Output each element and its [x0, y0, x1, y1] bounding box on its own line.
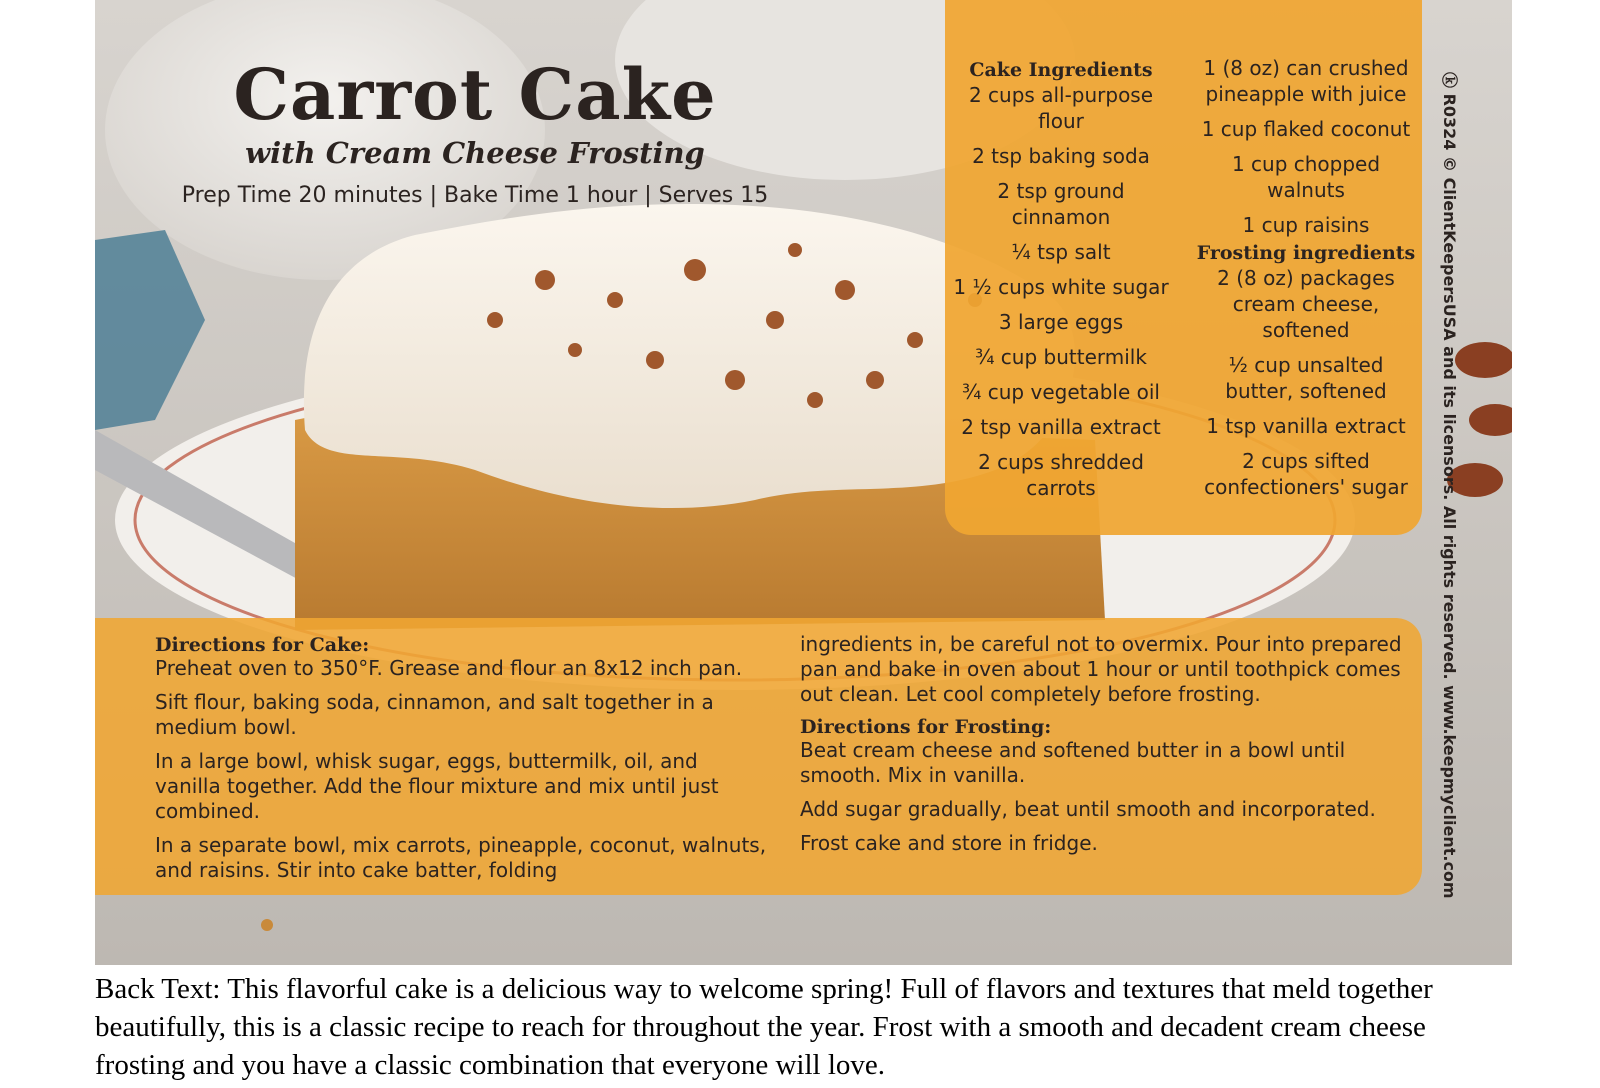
recipe-card [95, 0, 1512, 965]
ingredient-item: ¼ tsp salt [1011, 240, 1111, 264]
title-block [135, 55, 815, 211]
back-text: Back Text: This flavorful cake is a delicious way to welcome spring! Full of flavors and textures that meld together beautifully, this is a classic recipe to reach for throughout the year. Frost with a smooth and decadent cream cheese frosting and you have a classic combination that everyone will love. [95, 973, 1433, 1081]
direction-step: Beat cream cheese and softened butter in a bowl until smooth. Mix in vanilla. [800, 738, 1346, 787]
direction-step: Sift flour, baking soda, cinnamon, and salt together in a medium bowl. [155, 690, 714, 739]
ingredient-item: 1 (8 oz) can crushed pineapple with juice [1203, 56, 1409, 106]
ingredients-panel [945, 0, 1422, 535]
ingredient-item: 1 cup raisins [1242, 213, 1370, 237]
ingredient-item: ¾ cup vegetable oil [962, 380, 1160, 404]
copyright-strip [1439, 72, 1459, 899]
ingredients-column-right [1195, 55, 1417, 500]
ingredient-item: ½ cup unsalted butter, softened [1225, 353, 1387, 403]
copyright-text: ⓚ R0324 © ClientKeepersUSA and its licensors. All rights reserved. www.keepmyclient.com [1440, 72, 1459, 899]
ingredient-item: 2 tsp ground cinnamon [997, 179, 1125, 229]
ingredient-item: 1 cup flaked coconut [1201, 117, 1411, 141]
directions-column-left [155, 632, 767, 892]
ingredient-item: 2 (8 oz) packages cream cheese, softened [1217, 266, 1395, 342]
recipe-meta: Prep Time 20 minutes | Bake Time 1 hour | Serves 15 [181, 183, 769, 208]
frosting-ingredients-heading: Frosting ingredients [1196, 242, 1416, 264]
ingredient-item: 3 large eggs [998, 310, 1124, 334]
directions-column-right [800, 632, 1410, 865]
ingredient-item: ¾ cup buttermilk [975, 345, 1147, 369]
direction-step: In a separate bowl, mix carrots, pineapple, coconut, walnuts, and raisins. Stir into cake batter, folding [155, 833, 767, 882]
direction-step: Frost cake and store in fridge. [800, 831, 1098, 855]
ingredient-item: 1 tsp vanilla extract [1206, 414, 1406, 438]
recipe-title: Carrot Cake [233, 53, 717, 136]
ingredient-item: 1 cup chopped walnuts [1231, 152, 1381, 202]
frosting-directions-heading: Directions for Frosting: [800, 716, 1052, 738]
recipe-subtitle: with Cream Cheese Frosting [245, 136, 705, 170]
ingredient-item: 2 tsp baking soda [972, 144, 1150, 168]
cake-directions-heading: Directions for Cake: [155, 634, 370, 656]
ingredient-item: 2 tsp vanilla extract [961, 415, 1161, 439]
ingredient-item: 2 cups all-purpose flour [968, 83, 1154, 133]
ingredients-column-left [950, 55, 1172, 501]
direction-step: Preheat oven to 350°F. Grease and flour an 8x12 inch pan. [155, 656, 743, 680]
direction-step: In a large bowl, whisk sugar, eggs, buttermilk, oil, and vanilla together. Add the flour mixture and mix until just combined. [155, 749, 719, 823]
ingredient-item: 2 cups sifted confectioners' sugar [1204, 449, 1408, 499]
directions-panel [95, 618, 1422, 895]
ingredient-item: 2 cups shredded carrots [978, 450, 1144, 500]
direction-step: ingredients in, be careful not to overmix. Pour into prepared pan and bake in oven about 1 hour or until toothpick comes out clean. Let cool completely before frosting. [800, 632, 1402, 706]
direction-step: Add sugar gradually, beat until smooth and incorporated. [800, 797, 1376, 821]
ingredient-item: 1 ½ cups white sugar [953, 275, 1169, 299]
cake-ingredients-heading: Cake Ingredients [969, 59, 1153, 81]
